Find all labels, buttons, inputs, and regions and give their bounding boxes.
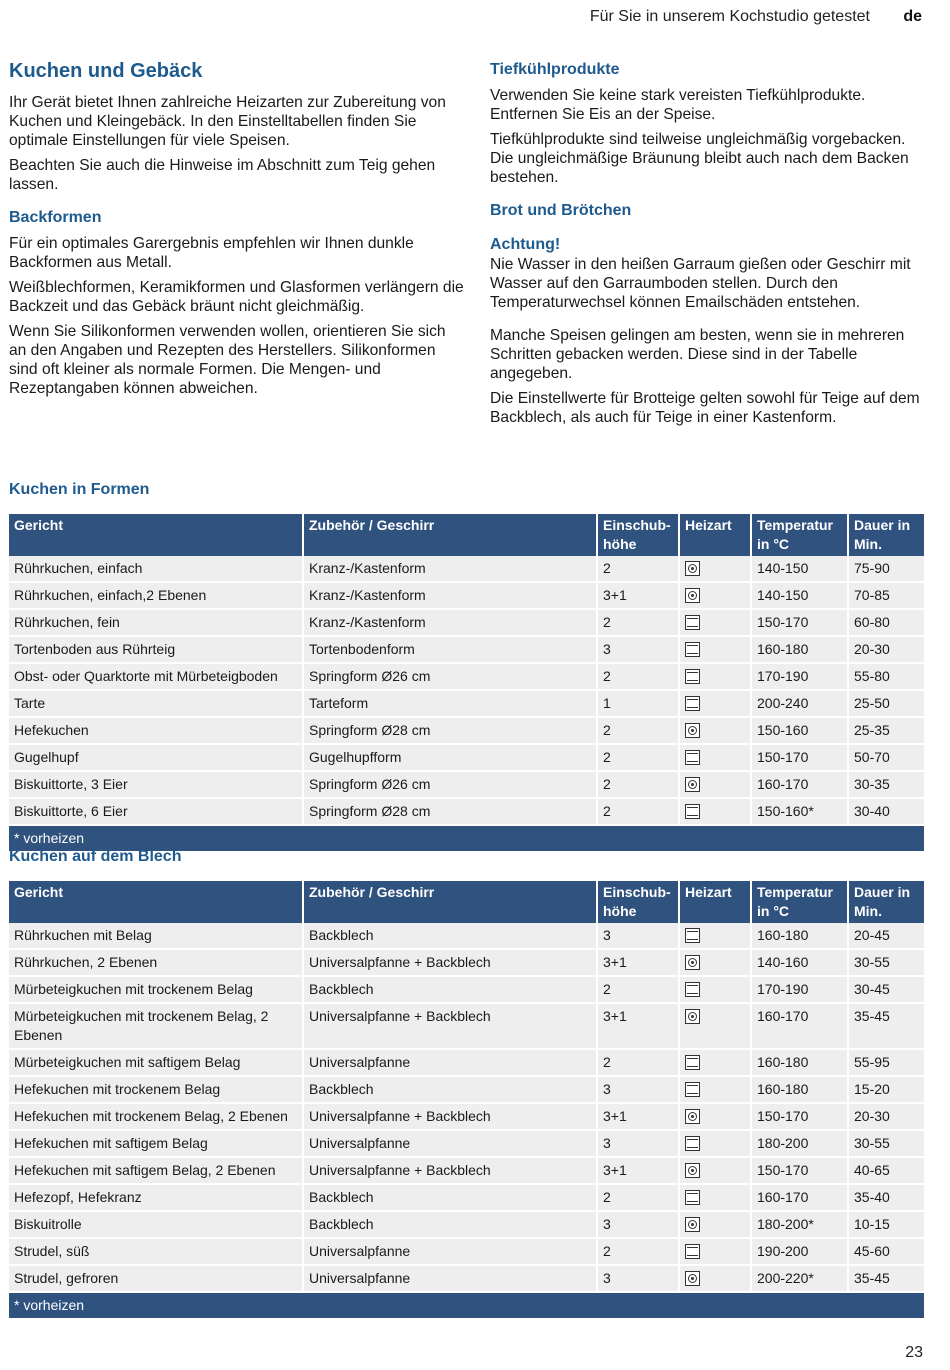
cell-dauer: 30-35 — [848, 771, 924, 798]
fan-heat-icon — [685, 1271, 700, 1286]
top-bottom-heat-icon — [685, 750, 700, 765]
kuchen-auf-dem-blech-table — [9, 881, 924, 1320]
cell-zubehoer: Kranz-/Kastenform — [303, 609, 597, 636]
cell-zubehoer: Backblech — [303, 1211, 597, 1238]
cell-dauer: 35-40 — [848, 1184, 924, 1211]
cell-einschub: 3+1 — [597, 1103, 679, 1130]
cell-zubehoer: Springform Ø26 cm — [303, 663, 597, 690]
table-row — [9, 609, 924, 636]
cell-gericht: Hefekuchen — [9, 717, 303, 744]
table-footnote-row — [9, 1292, 924, 1319]
page-number: 23 — [905, 1344, 923, 1361]
table-row — [9, 949, 924, 976]
cell-dauer: 60-80 — [848, 609, 924, 636]
column-header-temperatur: Temperatur in °C — [751, 514, 848, 556]
cell-zubehoer: Backblech — [303, 1076, 597, 1103]
table-row — [9, 663, 924, 690]
column-header-dauer: Dauer in Min. — [848, 881, 924, 923]
tiefkuehl-heading: Tiefkühlprodukte — [490, 61, 620, 78]
top-bottom-heat-icon — [685, 696, 700, 711]
cell-dauer: 20-30 — [848, 1103, 924, 1130]
cell-gericht: Tarte — [9, 690, 303, 717]
cell-heizart — [679, 690, 751, 717]
column-header-gericht: Gericht — [9, 514, 303, 556]
footnote-text: * vorheizen — [9, 825, 924, 852]
header-language: de — [903, 8, 922, 25]
cell-zubehoer: Universalpfanne — [303, 1265, 597, 1292]
top-bottom-heat-icon — [685, 1244, 700, 1259]
table-row — [9, 744, 924, 771]
cell-gericht: Rührkuchen, einfach,2 Ebenen — [9, 582, 303, 609]
header-title: Für Sie in unserem Kochstudio getestet — [589, 8, 870, 25]
column-header-heizart: Heizart — [679, 514, 751, 556]
backformen-heading: Backformen — [9, 209, 102, 226]
table-row — [9, 1211, 924, 1238]
cell-heizart — [679, 1157, 751, 1184]
cell-einschub: 2 — [597, 744, 679, 771]
cell-heizart — [679, 771, 751, 798]
left-column — [9, 58, 464, 404]
fan-heat-icon — [685, 1217, 700, 1232]
cell-dauer: 20-45 — [848, 923, 924, 949]
cell-dauer: 20-30 — [848, 636, 924, 663]
cell-zubehoer: Universalpfanne + Backblech — [303, 1157, 597, 1184]
top-bottom-heat-icon — [685, 1136, 700, 1151]
brot-paragraph-1: Manche Speisen gelingen am besten, wenn sie in mehreren Schritten gebacken werden. Diese sind in der Tabelle angegeben. — [490, 327, 905, 382]
cell-heizart — [679, 636, 751, 663]
fan-heat-icon — [685, 955, 700, 970]
cell-einschub: 3 — [597, 1076, 679, 1103]
cell-temperatur: 160-170 — [751, 771, 848, 798]
cell-dauer: 50-70 — [848, 744, 924, 771]
cell-zubehoer: Universalpfanne — [303, 1238, 597, 1265]
table-header-row — [9, 514, 924, 556]
top-bottom-heat-icon — [685, 669, 700, 684]
cell-einschub: 3 — [597, 923, 679, 949]
cell-dauer: 30-45 — [848, 976, 924, 1003]
cell-heizart — [679, 1076, 751, 1103]
column-header-zubehoer: Zubehör / Geschirr — [303, 881, 597, 923]
cell-temperatur: 150-170 — [751, 609, 848, 636]
cell-heizart — [679, 1049, 751, 1076]
cell-einschub: 2 — [597, 717, 679, 744]
cell-gericht: Hefekuchen mit trockenem Belag — [9, 1076, 303, 1103]
cell-einschub: 2 — [597, 609, 679, 636]
cell-gericht: Tortenboden aus Rührteig — [9, 636, 303, 663]
backformen-paragraph-3: Wenn Sie Silikonformen verwenden wollen, orientieren Sie sich an den Angaben und Rezepten des Herstellers. Silikonformen sind oft kleiner als normale Formen. Die Mengen- und Rezeptangaben können abweichen. — [9, 323, 446, 397]
tiefkuehl-paragraph-1: Verwenden Sie keine stark vereisten Tiefkühlprodukte. Entfernen Sie Eis an der Speise. — [490, 87, 866, 123]
cell-heizart — [679, 717, 751, 744]
cell-gericht: Mürbeteigkuchen mit trockenem Belag — [9, 976, 303, 1003]
cell-einschub: 3+1 — [597, 1157, 679, 1184]
top-bottom-heat-icon — [685, 1082, 700, 1097]
cell-temperatur: 150-160* — [751, 798, 848, 825]
cell-temperatur: 190-200 — [751, 1238, 848, 1265]
cell-temperatur: 160-180 — [751, 1049, 848, 1076]
cell-temperatur: 200-240 — [751, 690, 848, 717]
intro-paragraph-2: Beachten Sie auch die Hinweise im Abschnitt zum Teig gehen lassen. — [9, 157, 436, 193]
cell-einschub: 3+1 — [597, 949, 679, 976]
cell-dauer: 30-40 — [848, 798, 924, 825]
cell-zubehoer: Backblech — [303, 976, 597, 1003]
cell-einschub: 3 — [597, 636, 679, 663]
table-row — [9, 1076, 924, 1103]
cell-einschub: 3+1 — [597, 1003, 679, 1049]
table-row — [9, 798, 924, 825]
table-row — [9, 1003, 924, 1049]
table-row — [9, 582, 924, 609]
fan-bottom-heat-icon — [685, 561, 700, 576]
cell-gericht: Rührkuchen, 2 Ebenen — [9, 949, 303, 976]
tiefkuehl-paragraph-2: Tiefkühlprodukte sind teilweise ungleichmäßig vorgebacken. Die ungleichmäßige Bräunung bleibt auch nach dem Backen bestehen. — [490, 131, 909, 186]
cell-gericht: Hefekuchen mit saftigem Belag — [9, 1130, 303, 1157]
cell-dauer: 55-95 — [848, 1049, 924, 1076]
table-row — [9, 1265, 924, 1292]
cell-dauer: 15-20 — [848, 1076, 924, 1103]
fan-heat-icon — [685, 588, 700, 603]
column-header-einschub: Einschub- höhe — [597, 514, 679, 556]
cell-gericht: Mürbeteigkuchen mit saftigem Belag — [9, 1049, 303, 1076]
table-row — [9, 1103, 924, 1130]
cell-gericht: Strudel, gefroren — [9, 1265, 303, 1292]
cell-heizart — [679, 798, 751, 825]
cell-temperatur: 150-170 — [751, 1103, 848, 1130]
cell-gericht: Rührkuchen mit Belag — [9, 923, 303, 949]
cell-einschub: 3 — [597, 1130, 679, 1157]
table1-title: Kuchen in Formen — [9, 481, 150, 498]
table-row — [9, 636, 924, 663]
cell-dauer: 25-50 — [848, 690, 924, 717]
cell-temperatur: 200-220* — [751, 1265, 848, 1292]
cell-gericht: Gugelhupf — [9, 744, 303, 771]
column-header-heizart: Heizart — [679, 881, 751, 923]
fan-heat-icon — [685, 1163, 700, 1178]
table-row — [9, 1130, 924, 1157]
cell-heizart — [679, 744, 751, 771]
cell-einschub: 2 — [597, 771, 679, 798]
table-row — [9, 1049, 924, 1076]
table-row — [9, 1157, 924, 1184]
cell-temperatur: 140-150 — [751, 556, 848, 582]
table-row — [9, 923, 924, 949]
cell-dauer: 30-55 — [848, 949, 924, 976]
cell-heizart — [679, 556, 751, 582]
top-bottom-heat-icon — [685, 642, 700, 657]
cell-temperatur: 140-150 — [751, 582, 848, 609]
cell-heizart — [679, 976, 751, 1003]
cell-einschub: 2 — [597, 1238, 679, 1265]
cell-zubehoer: Gugelhupfform — [303, 744, 597, 771]
cell-einschub: 2 — [597, 976, 679, 1003]
cell-dauer: 25-35 — [848, 717, 924, 744]
cell-dauer: 35-45 — [848, 1265, 924, 1292]
cell-dauer: 45-60 — [848, 1238, 924, 1265]
top-bottom-heat-icon — [685, 804, 700, 819]
cell-heizart — [679, 663, 751, 690]
top-bottom-heat-icon — [685, 982, 700, 997]
cell-gericht: Biskuitrolle — [9, 1211, 303, 1238]
cell-temperatur: 160-180 — [751, 923, 848, 949]
page-heading: Kuchen und Gebäck — [9, 60, 203, 82]
cell-zubehoer: Springform Ø26 cm — [303, 771, 597, 798]
column-header-dauer: Dauer in Min. — [848, 514, 924, 556]
cell-zubehoer: Tarteform — [303, 690, 597, 717]
cell-gericht: Rührkuchen, fein — [9, 609, 303, 636]
footnote-text: * vorheizen — [9, 1292, 924, 1319]
table-row — [9, 976, 924, 1003]
cell-dauer: 35-45 — [848, 1003, 924, 1049]
top-bottom-heat-icon — [685, 615, 700, 630]
cell-temperatur: 160-180 — [751, 1076, 848, 1103]
top-bottom-heat-icon — [685, 1055, 700, 1070]
cell-heizart — [679, 1103, 751, 1130]
cell-temperatur: 170-190 — [751, 976, 848, 1003]
cell-dauer: 55-80 — [848, 663, 924, 690]
cell-gericht: Hefezopf, Hefekranz — [9, 1184, 303, 1211]
cell-zubehoer: Springform Ø28 cm — [303, 798, 597, 825]
cell-einschub: 2 — [597, 798, 679, 825]
backformen-paragraph-2: Weißblechformen, Keramikformen und Glasformen verlängern die Backzeit und das Gebäck bräunt nicht gleichmäßig. — [9, 279, 464, 315]
intro-paragraph-1: Ihr Gerät bietet Ihnen zahlreiche Heizarten zur Zubereitung von Kuchen und Kleingebäck. In den Einstelltabellen finden Sie optimale Einstellungen für viele Speisen. — [9, 94, 446, 149]
cell-temperatur: 150-170 — [751, 1157, 848, 1184]
column-header-gericht: Gericht — [9, 881, 303, 923]
cell-heizart — [679, 1265, 751, 1292]
cell-heizart — [679, 609, 751, 636]
cell-heizart — [679, 1238, 751, 1265]
fan-bottom-heat-icon — [685, 777, 700, 792]
brot-paragraph-2: Die Einstellwerte für Brotteige gelten sowohl für Teige auf dem Backblech, als auch für Teige in einer Kastenform. — [490, 390, 920, 426]
table-header-row — [9, 881, 924, 923]
cell-einschub: 3 — [597, 1211, 679, 1238]
backformen-paragraph-1: Für ein optimales Garergebnis empfehlen wir Ihnen dunkle Backformen aus Metall. — [9, 235, 414, 271]
table-row — [9, 690, 924, 717]
cell-gericht: Rührkuchen, einfach — [9, 556, 303, 582]
brot-heading: Brot und Brötchen — [490, 202, 632, 219]
cell-zubehoer: Universalpfanne — [303, 1049, 597, 1076]
column-header-einschub: Einschub- höhe — [597, 881, 679, 923]
top-bottom-heat-icon — [685, 1190, 700, 1205]
cell-gericht: Strudel, süß — [9, 1238, 303, 1265]
cell-heizart — [679, 1211, 751, 1238]
cell-zubehoer: Universalpfanne + Backblech — [303, 949, 597, 976]
table-row — [9, 771, 924, 798]
cell-zubehoer: Universalpfanne — [303, 1130, 597, 1157]
cell-temperatur: 150-160 — [751, 717, 848, 744]
cell-temperatur: 180-200* — [751, 1211, 848, 1238]
cell-zubehoer: Kranz-/Kastenform — [303, 582, 597, 609]
column-header-temperatur: Temperatur in °C — [751, 881, 848, 923]
table2-title: Kuchen auf dem Blech — [9, 848, 182, 865]
cell-gericht: Mürbeteigkuchen mit trockenem Belag, 2 Ebenen — [9, 1003, 303, 1049]
fan-bottom-heat-icon — [685, 723, 700, 738]
cell-einschub: 2 — [597, 556, 679, 582]
achtung-heading: Achtung! — [490, 236, 561, 253]
cell-heizart — [679, 923, 751, 949]
cell-zubehoer: Backblech — [303, 923, 597, 949]
cell-temperatur: 150-170 — [751, 744, 848, 771]
cell-einschub: 2 — [597, 663, 679, 690]
cell-einschub: 3 — [597, 1265, 679, 1292]
cell-zubehoer: Universalpfanne + Backblech — [303, 1103, 597, 1130]
cell-dauer: 70-85 — [848, 582, 924, 609]
cell-gericht: Biskuittorte, 6 Eier — [9, 798, 303, 825]
cell-heizart — [679, 1184, 751, 1211]
cell-zubehoer: Backblech — [303, 1184, 597, 1211]
cell-zubehoer: Kranz-/Kastenform — [303, 556, 597, 582]
top-bottom-heat-icon — [685, 928, 700, 943]
table-row — [9, 556, 924, 582]
cell-heizart — [679, 949, 751, 976]
cell-temperatur: 180-200 — [751, 1130, 848, 1157]
cell-dauer: 10-15 — [848, 1211, 924, 1238]
cell-dauer: 40-65 — [848, 1157, 924, 1184]
cell-gericht: Biskuittorte, 3 Eier — [9, 771, 303, 798]
cell-temperatur: 140-160 — [751, 949, 848, 976]
cell-zubehoer: Springform Ø28 cm — [303, 717, 597, 744]
cell-heizart — [679, 1130, 751, 1157]
table-row — [9, 717, 924, 744]
cell-gericht: Obst- oder Quarktorte mit Mürbeteigboden — [9, 663, 303, 690]
cell-zubehoer: Universalpfanne + Backblech — [303, 1003, 597, 1049]
right-column — [490, 58, 930, 433]
page-header — [0, 8, 950, 30]
cell-dauer: 75-90 — [848, 556, 924, 582]
cell-heizart — [679, 582, 751, 609]
cell-temperatur: 160-180 — [751, 636, 848, 663]
fan-heat-icon — [685, 1109, 700, 1124]
cell-gericht: Hefekuchen mit saftigem Belag, 2 Ebenen — [9, 1157, 303, 1184]
fan-heat-icon — [685, 1009, 700, 1024]
cell-einschub: 1 — [597, 690, 679, 717]
achtung-paragraph: Nie Wasser in den heißen Garraum gießen oder Geschirr mit Wasser auf den Garraumboden stellen. Durch den Temperaturwechsel können Emailschäden entstehen. — [490, 256, 911, 311]
cell-temperatur: 160-170 — [751, 1003, 848, 1049]
cell-dauer: 30-55 — [848, 1130, 924, 1157]
cell-gericht: Hefekuchen mit trockenem Belag, 2 Ebenen — [9, 1103, 303, 1130]
cell-temperatur: 160-170 — [751, 1184, 848, 1211]
table-row — [9, 1238, 924, 1265]
table-row — [9, 1184, 924, 1211]
cell-einschub: 3+1 — [597, 582, 679, 609]
cell-heizart — [679, 1003, 751, 1049]
cell-zubehoer: Tortenbodenform — [303, 636, 597, 663]
cell-einschub: 2 — [597, 1184, 679, 1211]
cell-temperatur: 170-190 — [751, 663, 848, 690]
column-header-zubehoer: Zubehör / Geschirr — [303, 514, 597, 556]
kuchen-in-formen-table — [9, 514, 924, 853]
cell-einschub: 2 — [597, 1049, 679, 1076]
